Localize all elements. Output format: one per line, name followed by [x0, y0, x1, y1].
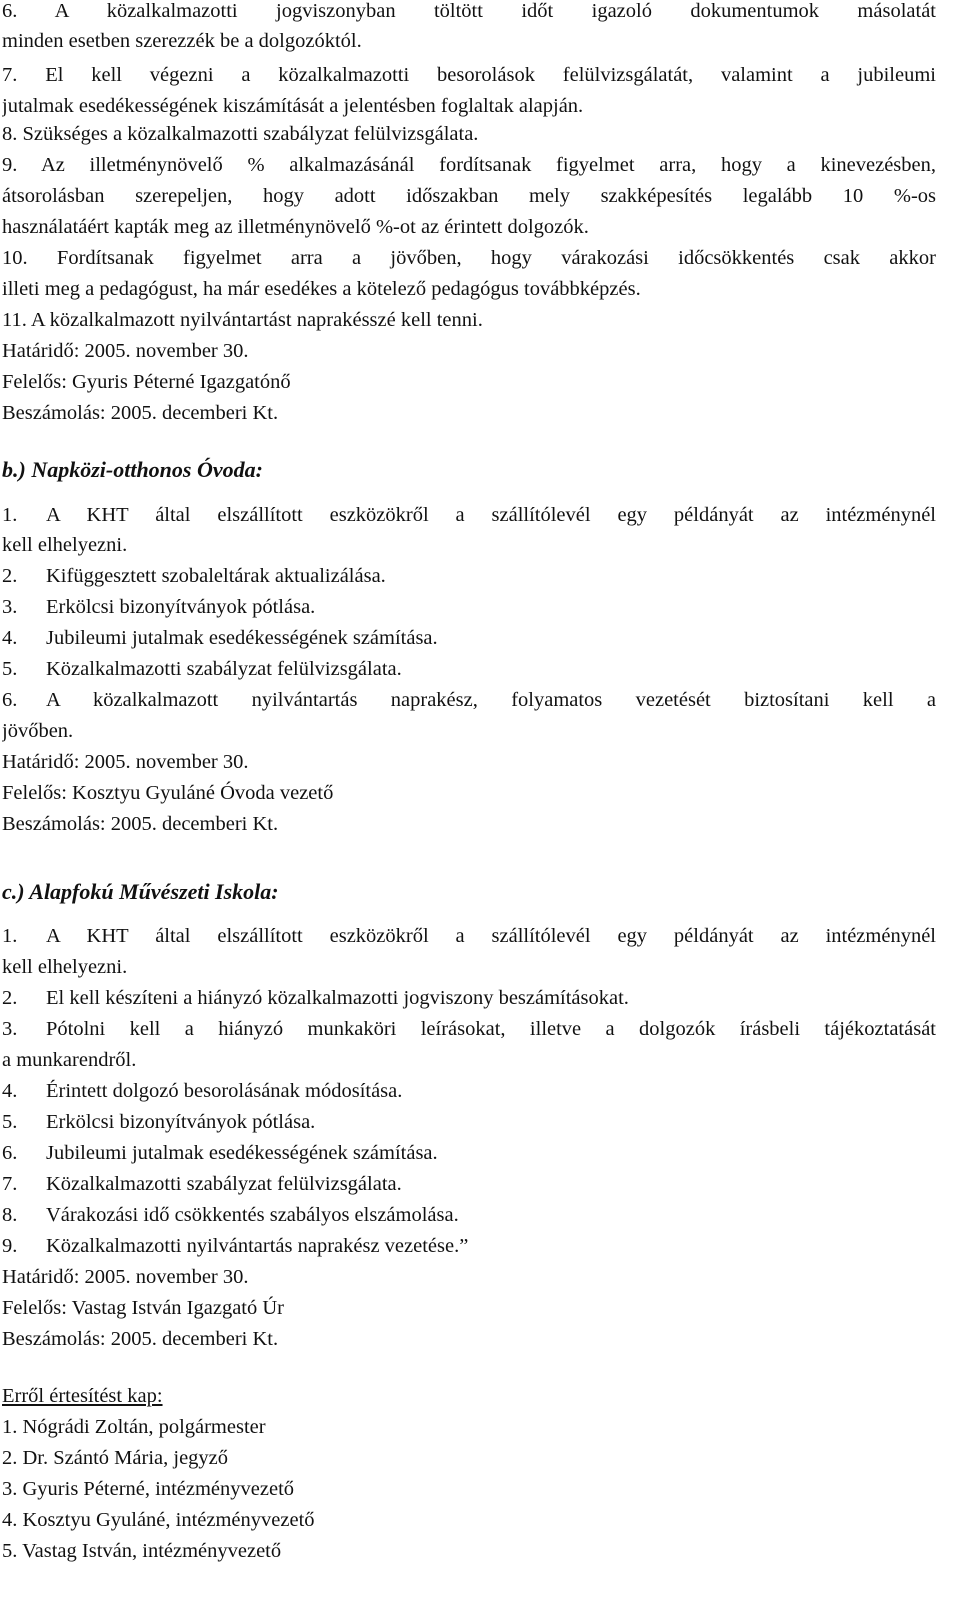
report-text: Beszámolás: 2005. decemberi Kt.	[2, 1328, 279, 1350]
item-text: Kifüggesztett szobaleltárak aktualizálása.	[46, 565, 386, 587]
list-item	[2, 1107, 936, 1137]
recipient-item: 1. Nógrádi Zoltán, polgármester	[2, 1416, 266, 1438]
item-number: 9.	[2, 1235, 18, 1257]
item-text: A KHT által elszállított eszközökről a szállítólevél egy példányát az intézménynél	[46, 925, 936, 947]
list-item	[2, 1169, 936, 1199]
responsible-text: Felelős: Kosztyu Gyuláné Óvoda vezető	[2, 782, 334, 804]
report-text: Beszámolás: 2005. decemberi Kt.	[2, 813, 279, 835]
item-text: A KHT által elszállított eszközökről a szállítólevél egy példányát az intézménynél	[46, 504, 936, 526]
item-text: Várakozási idő csökkentés szabályos elszámolása.	[46, 1204, 459, 1226]
item-text: Jubileumi jutalmak esedékességének számítása.	[46, 1142, 438, 1164]
item-number: 3.	[2, 596, 18, 618]
item-text: Érintett dolgozó besorolásának módosítása.	[46, 1080, 403, 1102]
item-number: 2.	[2, 987, 18, 1009]
item-number: 4.	[2, 1080, 18, 1102]
item-text: A közalkalmazott nyilvántartás naprakész, folyamatos vezetését biztosítani kell a	[46, 689, 936, 711]
item-text: Közalkalmazotti szabályzat felülvizsgálata.	[46, 658, 402, 680]
paragraph-line: 8. Szükséges a közalkalmazotti szabályzat felülvizsgálata.	[2, 123, 479, 145]
item-number: 2.	[2, 565, 18, 587]
recipient-item: 2. Dr. Szántó Mária, jegyző	[2, 1447, 229, 1469]
item-text: Közalkalmazotti szabályzat felülvizsgálata.	[46, 1173, 402, 1195]
item-number: 5.	[2, 658, 18, 680]
report-text: Beszámolás: 2005. decemberi Kt.	[2, 402, 279, 424]
item-text: Pótolni kell a hiányzó munkaköri leírásokat, illetve a dolgozók írásbeli tájékoztatását	[46, 1018, 936, 1040]
recipient-item: 3. Gyuris Péterné, intézményvezető	[2, 1478, 295, 1500]
paragraph-line: átsorolásban szerepeljen, hogy adott időszakban mely szakképesítés legalább 10 %-os	[2, 185, 936, 207]
responsible-text: Felelős: Vastag István Igazgató Úr	[2, 1297, 284, 1319]
paragraph-line: 11. A közalkalmazott nyilvántartást naprakésszé kell tenni.	[2, 309, 483, 331]
responsible-text: Felelős: Gyuris Péterné Igazgatónő	[2, 371, 291, 393]
paragraph-line: 6. A közalkalmazotti jogviszonyban töltött időt igazoló dokumentumok másolatát	[2, 0, 936, 22]
item-text: Közalkalmazotti nyilvántartás naprakész vezetése.”	[46, 1235, 469, 1257]
item-text: Erkölcsi bizonyítványok pótlása.	[46, 596, 316, 618]
item-number: 3.	[2, 1018, 18, 1040]
paragraph-line: 10. Fordítsanak figyelmet arra a jövőben, hogy várakozási időcsökkentés csak akkor	[2, 247, 936, 269]
paragraph-line: 9. Az illetménynövelő % alkalmazásánál fordítsanak figyelmet arra, hogy a kinevezésben,	[2, 154, 936, 176]
item-number: 8.	[2, 1204, 18, 1226]
recipient-item: 5. Vastag István, intézményvezető	[2, 1540, 282, 1562]
item-number: 6.	[2, 1142, 18, 1164]
list-item-continuation: kell elhelyezni.	[2, 534, 128, 556]
list-item-continuation: jövőben.	[2, 720, 74, 742]
list-item	[2, 500, 936, 530]
list-item	[2, 685, 936, 715]
paragraph-line: 7. El kell végezni a közalkalmazotti besorolások felülvizsgálatát, valamint a jubileumi	[2, 64, 936, 86]
list-item-continuation: a munkarendről.	[2, 1049, 137, 1071]
list-item	[2, 592, 936, 622]
section-heading-b: b.) Napközi-otthonos Óvoda:	[2, 457, 263, 482]
item-number: 7.	[2, 1173, 18, 1195]
list-item-continuation: kell elhelyezni.	[2, 956, 128, 978]
recipient-item: 4. Kosztyu Gyuláné, intézményvezető	[2, 1509, 315, 1531]
item-number: 4.	[2, 627, 18, 649]
deadline-text: Határidő: 2005. november 30.	[2, 340, 249, 362]
list-item	[2, 654, 936, 684]
paragraph-line: minden esetben szerezzék be a dolgozóktól.	[2, 30, 362, 52]
item-number: 5.	[2, 1111, 18, 1133]
list-item	[2, 1138, 936, 1168]
item-text: El kell készíteni a hiányzó közalkalmazotti jogviszony beszámításokat.	[46, 987, 629, 1009]
deadline-text: Határidő: 2005. november 30.	[2, 1266, 249, 1288]
paragraph-line: jutalmak esedékességének kiszámítását a jelentésben foglaltak alapján.	[2, 95, 584, 117]
paragraph-line: használatáért kapták meg az illetménynövelő %-ot az érintett dolgozók.	[2, 216, 589, 238]
list-item	[2, 1231, 936, 1261]
section-heading-c: c.) Alapfokú Művészeti Iskola:	[2, 879, 279, 904]
paragraph-line: illeti meg a pedagógust, ha már esedékes a kötelező pedagógus továbbképzés.	[2, 278, 641, 300]
item-number: 6.	[2, 689, 18, 711]
item-number: 1.	[2, 504, 18, 526]
deadline-text: Határidő: 2005. november 30.	[2, 751, 249, 773]
notified-heading	[2, 1381, 936, 1411]
notified-heading-text: Erről értesítést kap:	[2, 1385, 163, 1407]
item-text: Erkölcsi bizonyítványok pótlása.	[46, 1111, 316, 1133]
list-item	[2, 983, 936, 1013]
item-text: Jubileumi jutalmak esedékességének számítása.	[46, 627, 438, 649]
list-item	[2, 1200, 936, 1230]
list-item	[2, 561, 936, 591]
list-item	[2, 921, 936, 951]
list-item	[2, 1014, 936, 1044]
list-item	[2, 623, 936, 653]
item-number: 1.	[2, 925, 18, 947]
list-item	[2, 1076, 936, 1106]
